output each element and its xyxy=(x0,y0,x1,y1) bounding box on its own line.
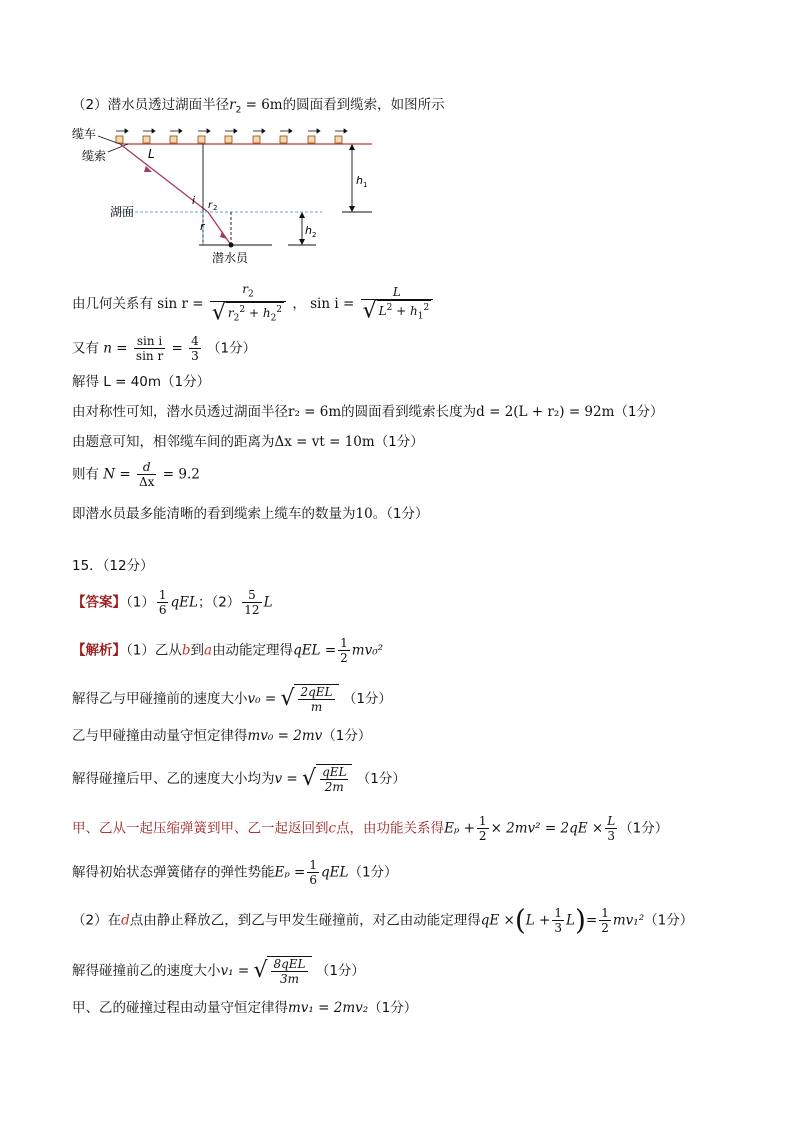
label-h2: h xyxy=(305,224,312,237)
L-result: 解得 L = 40m（1分） xyxy=(72,374,211,390)
cable-cars xyxy=(116,136,342,143)
conclusion-line: 即潜水员最多能清晰的看到缆索上缆车的数量为10。（1分） xyxy=(72,506,429,522)
refracted-ray xyxy=(208,212,231,245)
label-r: r xyxy=(200,220,205,233)
geom-line: 由几何关系有 sin r = $\frac{r_2}{√ r_2^2 + h_2^2}$ ， sin i = $\frac{L}{√ L^2 + h_1^2}$ xyxy=(72,282,435,326)
car-arrows xyxy=(116,129,347,133)
part2-analysis-3: 甲、乙的碰撞过程由动量守恒定律得mv₁ = 2mv₂（1分） xyxy=(72,1000,418,1016)
symmetry-line: 由对称性可知，潜水员透过湖面半径r₂ = 6m的圆面看到缆索长度为d = 2(L + r₂) = 92m（1分） xyxy=(72,404,664,420)
analysis-5: 甲、乙从一起压缩弹簧到甲、乙一起返回到c点，由功能关系得Eₚ + $\frac{1}{2}$ × 2mv² = 2qE × $\frac{L}{3}$ （1分） xyxy=(72,814,669,843)
car-9 xyxy=(335,136,342,143)
intro-sub: 2 xyxy=(235,105,242,116)
label-lake: 湖面 xyxy=(110,205,135,219)
svg-text:2: 2 xyxy=(312,231,317,239)
label-i: i xyxy=(192,194,196,207)
dx-line: 由题意可知，相邻缆车间的距离为Δx = vt = 10m（1分） xyxy=(72,434,424,450)
intro-var: r xyxy=(229,97,236,113)
diver-point xyxy=(229,243,234,248)
part2-analysis-1: （2）在d点由静止释放乙，到乙与甲发生碰撞前，对乙由动能定理得qE ×(L + $\frac{1}{3}$ L)= $\frac{1}{2}$ mv₁²（1分） xyxy=(72,903,694,937)
label-diver: 潜水员 xyxy=(212,251,249,265)
analysis-2: 解得乙与甲碰撞前的速度大小v₀ = √ 2qEL m （1分） xyxy=(72,685,392,714)
car-8 xyxy=(308,136,315,143)
analysis-3: 乙与甲碰撞由动量守恒定律得mv₀ = 2mv（1分） xyxy=(72,728,372,744)
part2-analysis-2: 解得碰撞前乙的速度大小v₁ = √ 8qEL 3m （1分） xyxy=(72,957,365,986)
intro-eq: = 6m xyxy=(241,97,283,113)
svg-text:2: 2 xyxy=(213,204,218,212)
label-cable: 缆索 xyxy=(82,149,107,163)
frac-sin-i: $\frac{L}{√ L^2 + h_1^2}$ xyxy=(361,285,434,323)
q15-answer: 【答案】（1） $\frac{1}{6}$ qEL；（2） $\frac{5}{12}$ L xyxy=(72,588,273,617)
svg-text:1: 1 xyxy=(363,181,368,189)
label-L: L xyxy=(148,147,155,161)
car-3 xyxy=(170,136,177,143)
car-4 xyxy=(198,136,205,143)
label-h1: h xyxy=(356,174,363,187)
car-2 xyxy=(143,136,150,143)
label-car: 缆车 xyxy=(72,127,97,141)
car-5 xyxy=(225,136,232,143)
N-line: 则有 N = $\frac{d}{\Delta x}$ = 9.2 xyxy=(72,460,200,489)
label-r2: r xyxy=(208,200,213,211)
analysis-6: 解得初始状态弹簧储存的弹性势能Eₚ = $\frac{1}{6}$ qEL（1分） xyxy=(72,858,398,887)
car-6 xyxy=(253,136,260,143)
analysis-4: 解得碰撞后甲、乙的速度大小均为v = √ qEL 2m （1分） xyxy=(72,765,406,794)
car-1 xyxy=(116,136,123,143)
analysis-1: 【解析】（1）乙从b到a由动能定理得qEL = $\frac{1}{2}$ mv₀² xyxy=(72,636,384,665)
car-7 xyxy=(280,136,287,143)
n-line: 又有 n = $\frac{\text{sin i}}{\text{sin r}}$ = $\frac{4}{3}$ （1分） xyxy=(72,334,257,363)
cable-car-diagram xyxy=(72,122,382,272)
intro-suffix: 的圆面看到缆索，如图所示 xyxy=(282,97,445,113)
frac-sin-r: $\frac{r_2}{√ r_2^2 + h_2^2}$ xyxy=(210,282,286,326)
part2-intro xyxy=(72,95,445,121)
q15-title: 15．（12分） xyxy=(72,558,154,574)
intro-text: （2）潜水员透过湖面半径 xyxy=(72,97,230,113)
